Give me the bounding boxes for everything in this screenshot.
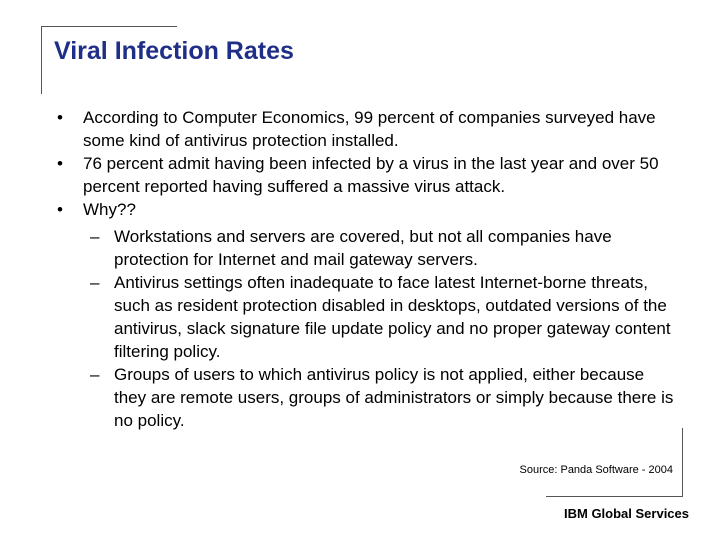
frame-line-left xyxy=(41,26,42,94)
sub-bullet-marker: – xyxy=(90,273,100,292)
sub-bullet-list xyxy=(83,225,674,432)
bullet-marker: • xyxy=(57,154,63,173)
frame-line-bottom xyxy=(546,496,683,497)
sub-bullet-text: Antivirus settings often inadequate to face latest Internet-borne threats, such as resident protection disabled in desktops, outdated versions of the antivirus, slack signature file update policy and no proper gateway content filtering policy. xyxy=(114,273,671,361)
bullet-item xyxy=(0,198,674,432)
bullet-item xyxy=(0,106,663,152)
sub-bullet-text: Workstations and servers are covered, but not all companies have protection for Internet and mail gateway servers. xyxy=(114,227,612,269)
footer-company: IBM Global Services xyxy=(564,506,689,521)
source-citation: Source: Panda Software - 2004 xyxy=(519,464,673,476)
sub-bullet-text: Groups of users to which antivirus policy is not applied, either because they are remote users, groups of administrators or simply because there is no policy. xyxy=(114,365,674,430)
bullet-item xyxy=(0,152,663,198)
bullet-list xyxy=(0,106,720,432)
bullet-marker: • xyxy=(57,108,63,127)
sub-bullet-item xyxy=(90,363,674,432)
frame-line-top xyxy=(41,26,177,27)
slide-title: Viral Infection Rates xyxy=(54,37,294,65)
sub-bullet-marker: – xyxy=(90,227,100,246)
bullet-text: According to Computer Economics, 99 percent of companies surveyed have some kind of antivirus protection installed. xyxy=(83,108,656,150)
sub-bullet-item xyxy=(90,271,674,363)
frame-line-right xyxy=(682,428,683,496)
sub-bullet-item xyxy=(90,225,674,271)
bullet-text: Why?? xyxy=(83,200,136,219)
sub-bullet-marker: – xyxy=(90,365,100,384)
bullet-marker: • xyxy=(57,200,63,219)
bullet-text: 76 percent admit having been infected by a virus in the last year and over 50 percent reported having suffered a massive virus attack. xyxy=(83,154,659,196)
